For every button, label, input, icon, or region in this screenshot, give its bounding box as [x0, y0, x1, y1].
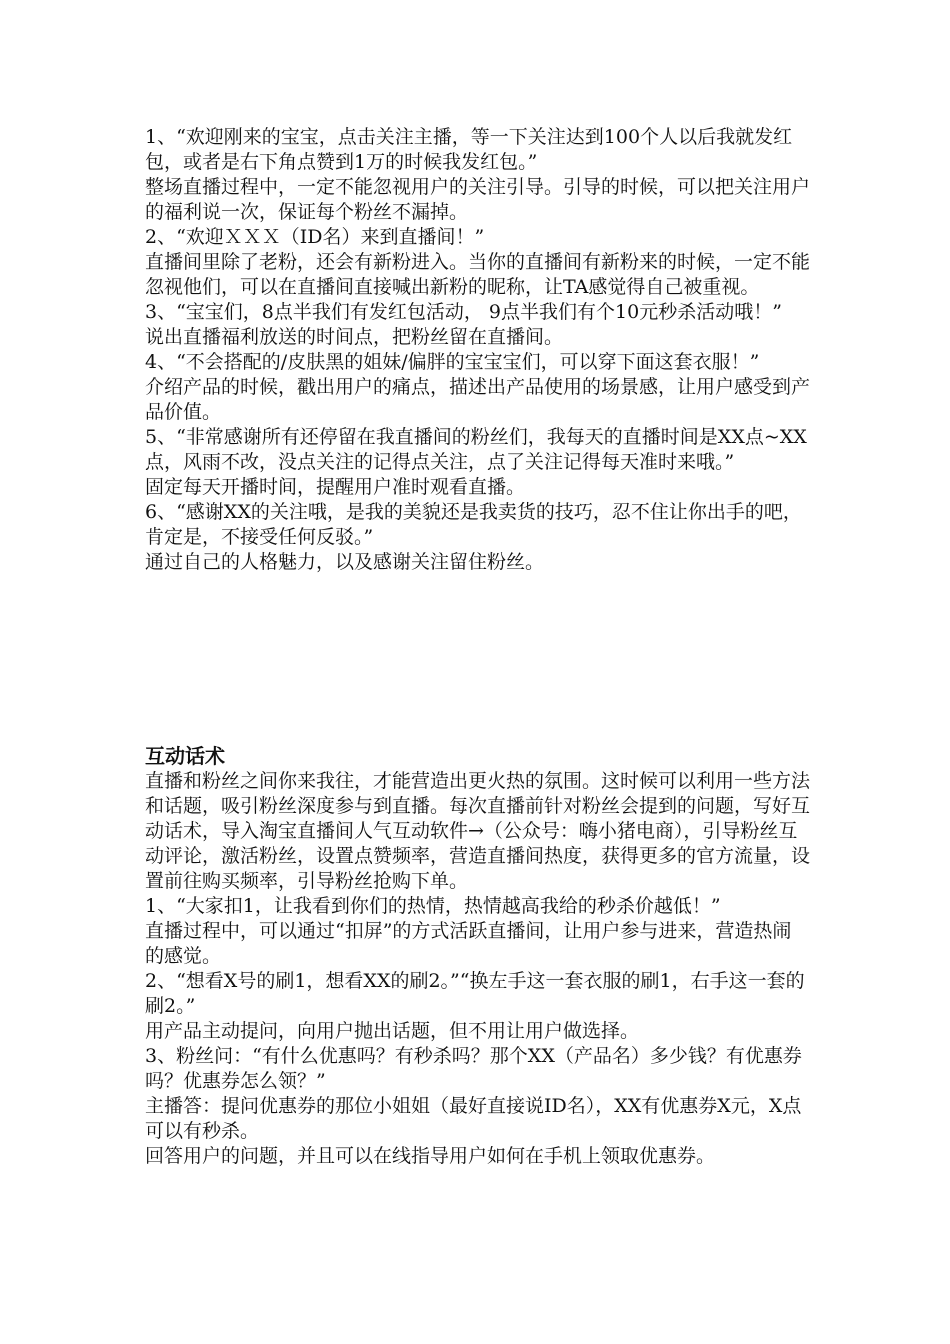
paragraph: 1、“大家扣1，让我看到你们的热情，热情越高我给的秒杀价越低！”	[145, 895, 721, 917]
paragraph: 直播间里除了老粉，还会有新粉进入。当你的直播间有新粉来的时候，一定不能忽视他们，可以在直播间直接喊出新粉的昵称，让TA感觉得自己被重视。	[145, 251, 811, 298]
paragraph: 主播答：提问优惠券的那位小姐姐（最好直接说ID名），XX有优惠券X元，X点可以有秒杀。	[145, 1095, 802, 1142]
paragraph: 1、“欢迎刚来的宝宝，点击关注主播，等一下关注达到100个人以后我就发红包，或者是右下角点赞到1万的时候我发红包。”	[145, 126, 793, 173]
paragraph: 6、“感谢XX的关注哦，是我的美貌还是我卖货的技巧，忍不住让你出手的吧，肯定是，不接受任何反驳。”	[145, 501, 802, 548]
paragraph: 4、“不会搭配的/皮肤黑的姐妹/偏胖的宝宝宝们，可以穿下面这套衣服！”	[145, 351, 760, 373]
paragraph: 5、“非常感谢所有还停留在我直播间的粉丝们，我每天的直播时间是XX点~XX点，风雨不改，没点关注的记得点关注，点了关注记得每天准时来哦。”	[145, 426, 807, 473]
paragraph: 介绍产品的时候，戳出用户的痛点，描述出产品使用的场景感，让用户感受到产品价值。	[145, 376, 811, 423]
interaction-script-section	[145, 769, 810, 1169]
paragraph: 3、“宝宝们，8点半我们有发红包活动， 9点半我们有个10元秒杀活动哦！”	[145, 301, 782, 323]
paragraph: 直播和粉丝之间你来我往，才能营造出更火热的氛围。这时候可以利用一些方法和话题，吸引粉丝深度参与到直播。每次直播前针对粉丝会提到的问题，写好互动话术，导入淘宝直播间人气互动软件→（公众号：嗨小猪电商），引导粉丝互动评论，激活粉丝，设置点赞频率，营造直播间热度，获得更多的官方流量，设置前往购买频率，引导粉丝抢购下单。	[145, 770, 811, 892]
paragraph: 回答用户的问题，并且可以在线指导用户如何在手机上领取优惠券。	[145, 1145, 716, 1167]
paragraph: 2、“想看X号的刷1，想看XX的刷2。”“换左手这一套衣服的刷1，右手这一套的刷2。”	[145, 970, 805, 1017]
paragraph: 固定每天开播时间，提醒用户准时观看直播。	[145, 476, 526, 498]
script-list-section	[145, 125, 810, 575]
section-heading: 互动话术	[145, 744, 225, 768]
paragraph: 通过自己的人格魅力，以及感谢关注留住粉丝。	[145, 551, 545, 573]
paragraph: 用产品主动提问，向用户抛出话题，但不用让用户做选择。	[145, 1020, 640, 1042]
paragraph: 整场直播过程中，一定不能忽视用户的关注引导。引导的时候，可以把关注用户的福利说一次，保证每个粉丝不漏掉。	[145, 176, 811, 223]
paragraph: 2、“欢迎ＸＸＸ（ID名）来到直播间！”	[145, 226, 485, 248]
paragraph: 3、粉丝问：“有什么优惠吗？有秒杀吗？那个XX（产品名）多少钱？有优惠券吗？优惠券怎么领？”	[145, 1045, 802, 1092]
paragraph: 直播过程中，可以通过“扣屏”的方式活跃直播间，让用户参与进来，营造热闹的感觉。	[145, 920, 792, 967]
paragraph: 说出直播福利放送的时间点，把粉丝留在直播间。	[145, 326, 564, 348]
